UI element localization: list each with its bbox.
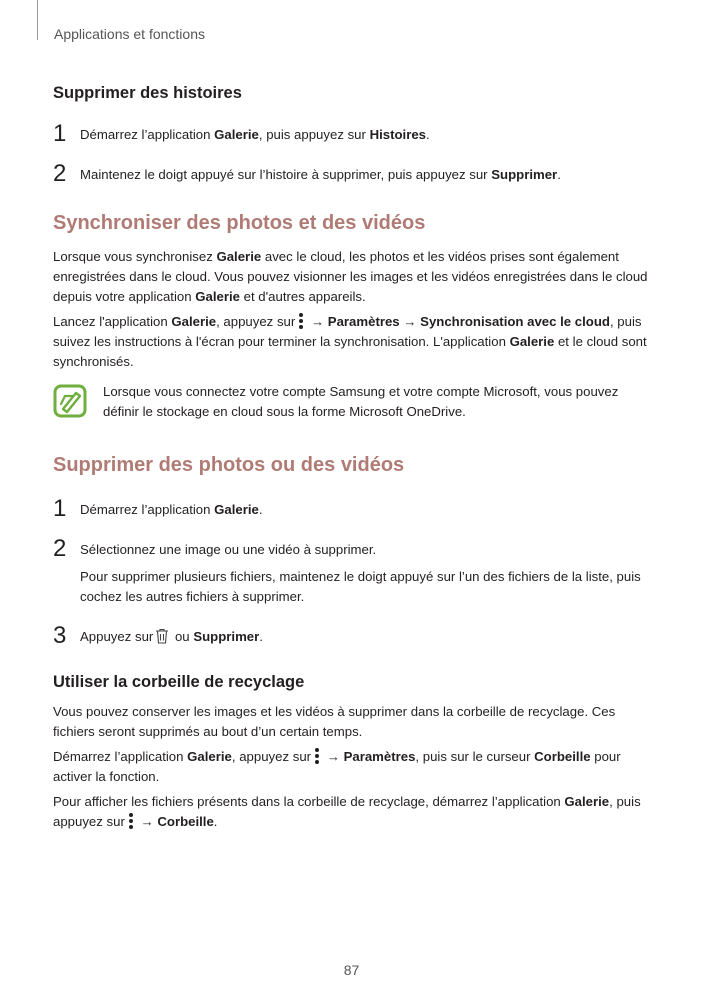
step-text: Appuyez sur ou Supprimer.	[80, 629, 263, 644]
sync-paragraph-2: Lancez l'application Galerie, appuyez sur → Paramètres → Synchronisation avec le cloud, puis suivez les instructions à l'écran pour terminer la synchronisation. L'application Galerie et le cloud sont synchronisés.	[53, 314, 647, 369]
step-text: Démarrez l’application Galerie, puis appuyez sur Histoires.	[80, 127, 430, 142]
step-text: Démarrez l’application Galerie.	[80, 502, 263, 517]
step-number: 2	[53, 160, 67, 187]
trash-icon	[155, 628, 169, 644]
more-options-icon	[128, 812, 134, 830]
section-heading-sync	[53, 213, 649, 233]
more-options-icon	[298, 312, 304, 330]
step-number: 1	[53, 120, 67, 147]
section-heading-delete-media	[53, 455, 649, 475]
recycle-paragraph-2: Démarrez l’application Galerie, appuyez sur → Paramètres, puis sur le curseur Corbeille pour activer la fonction.	[53, 749, 621, 784]
recycle-paragraph-3: Pour afficher les fichiers présents dans la corbeille de recyclage, démarrez l’application Galerie, puis appuyez sur → Corbeille.	[53, 794, 641, 829]
page-number: 87	[343, 962, 360, 978]
step-text: Sélectionnez une image ou une vidéo à supprimer.	[80, 542, 377, 557]
sync-paragraph-1: Lorsque vous synchronisez Galerie avec le cloud, les photos et les vidéos prises sont également enregistrées dans le cloud. Vous pouvez visionner les images et les vidéos enregistrées dans le cloud depuis votre application Galerie et d'autres appareils.	[53, 249, 648, 304]
heading-text: Synchroniser des photos et des vidéos	[53, 212, 426, 234]
heading-text: Utiliser la corbeille de recyclage	[53, 673, 305, 691]
step-number: 3	[53, 622, 67, 649]
step-subtext: Pour supprimer plusieurs fichiers, maintenez le doigt appuyé sur l’un des fichiers de la liste, puis cochez les autres fichiers à supprimer.	[80, 569, 641, 604]
heading-text: Supprimer des histoires	[53, 84, 242, 102]
step-number: 2	[53, 535, 67, 562]
section-heading-delete-stories	[53, 83, 649, 103]
note-pencil-icon	[53, 384, 87, 418]
section-heading-recycle-bin	[53, 672, 649, 692]
running-header: Applications et fonctions	[54, 26, 205, 42]
step-text: Maintenez le doigt appuyé sur l’histoire à supprimer, puis appuyez sur Supprimer.	[80, 167, 561, 182]
heading-text: Supprimer des photos ou des vidéos	[53, 454, 405, 476]
step-number: 1	[53, 495, 67, 522]
more-options-icon	[314, 747, 320, 765]
page-edge-rule	[37, 0, 38, 40]
sync-note: Lorsque vous connectez votre compte Samsung et votre compte Microsoft, vous pouvez définir le stockage en cloud sous la forme Microsoft OneDrive.	[103, 384, 619, 419]
recycle-paragraph-1: Vous pouvez conserver les images et les vidéos à supprimer dans la corbeille de recyclage. Ces fichiers seront supprimés au bout d’un certain temps.	[53, 704, 616, 739]
